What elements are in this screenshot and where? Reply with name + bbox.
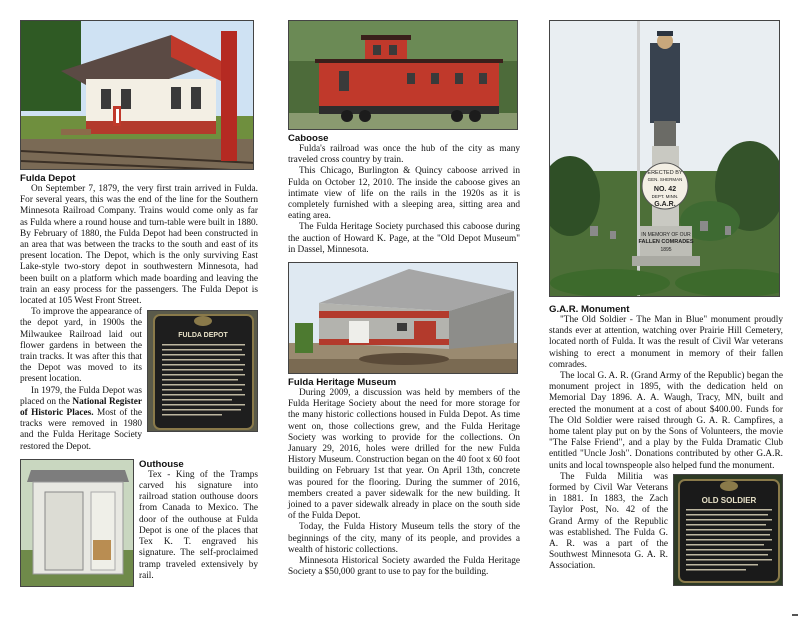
plaque-line-2: GEN. SHERMAN [647, 177, 683, 182]
gar-heading: G.A.R. Monument [549, 304, 630, 315]
gar-paragraph-1: "The Old Soldier - The Man in Blue" monument proudly stands ever at attention, watching over Prairie Hill Cemetery, located north of Fulda. It was the result of Civil War veterans wishing to erect a monument in memory of their fallen comrades. [549, 315, 783, 370]
page-edge-mark [792, 614, 798, 616]
monument-illustration [550, 21, 780, 297]
fulda-depot-photo [20, 20, 254, 170]
depot-paragraph-3-end: Most of the tracks were removed in 1980 and the Fulda Heritage Society restored the Depot. [20, 408, 142, 452]
base-line-1: IN MEMORY OF OUR [641, 232, 691, 238]
caboose-paragraph-2: This Chicago, Burlington & Quincy caboose arrived in Fulda on October 12, 2010. The inside the caboose gives an intimate view of life on the rails in the 1920s as it is completely furnished with a sleeping area, sitting area and eating area. [288, 166, 520, 222]
gar-monument-photo [549, 20, 780, 297]
base-line-2: FALLEN COMRADES [638, 239, 694, 245]
depot-paragraph-2: To improve the appearance of the depot yard, in 1900s the Milwaukee Railroad laid out flower gardens in between the train tracks. It was after this that the Depot was moved to its present location. [20, 307, 142, 385]
museum-illustration [289, 263, 518, 374]
museum-paragraph-1: During 2009, a discussion was held by members of the Fulda Heritage Society about the need for more storage for the many historic collections housed in Fulda Depot. As time went on, those collections grew, and the Fulda Heritage Society was working to provide for the collections. On January 29, 2016, holes were drilled for the new Fulda History Museum. Construction began on the 40 foot x 60 foot building on February 1st that year. On April 13th, concrete was poured for the flooring. During the summer of 2016, members created a paver sidewalk for the new building. It joined to a paver sidewalk already in place on the south side of the Fulda Depot. [288, 388, 520, 522]
caboose-paragraph-1: Fulda's railroad was once the hub of the city as many traveled cross country by train. [288, 144, 520, 166]
outhouse-heading: Outhouse [139, 458, 184, 470]
museum-heading: Fulda Heritage Museum [288, 377, 397, 389]
old-soldier-marker-illustration [674, 475, 783, 586]
plaque-line-4: DEPT. MINN. [651, 194, 679, 199]
outhouse-paragraph: Tex - King of the Tramps carved his signature into railroad station outhouse doors from Canada to Mexico. The door of the outhouse at Fulda Depot is one of the places that Tex K. T. engraved his signature. The self-proclaimed tramp traveled extensively by rail. [139, 469, 258, 581]
old-soldier-marker-photo [673, 474, 783, 586]
gar-paragraph-2: The local G. A. R. (Grand Army of the Republic) began the monument project in 1895, with the dedication held on Memorial Day 1896. A. A. Waugh, Tracy, MN, built and erected the monument at a cost of about $400.00. Funds for The Old Soldier were raised through G. A. R. Campfires, a home talent play put on by the Sons of Volunteers, the movie "The False Friend", and a play by the Fulda Dramatic Club entitled "Uncle Josh". Donations contributed by other G.A.R. units and local townspeople also helped fund the monument. [549, 371, 783, 471]
outhouse-illustration [21, 460, 134, 587]
column-right [549, 20, 783, 588]
caboose-illustration [289, 21, 518, 130]
gar-paragraph-3: The Fulda Militia was formed by Civil War Veterans in 1881. In 1883, the Zach Taylor Post, No. 42 of the Grand Army of the Republic was established. The Fulda G. A. R. was a part of the Southwest Minnesota G. A. R. Association. [549, 471, 668, 572]
column-left [20, 20, 258, 589]
fulda-depot-marker-photo [147, 310, 258, 432]
marker-title-text: FULDA DEPOT [178, 332, 228, 340]
museum-paragraph-3: Minnesota Historical Society awarded the Fulda Heritage Society a $50,000 grant to use to pay for the building. [288, 556, 520, 578]
base-line-3: 1895 [660, 247, 672, 253]
caboose-photo [288, 20, 518, 130]
museum-paragraph-2: Today, the Fulda History Museum tells the story of the beginnings of the city, many of its people, and provides a wealth of historic collections. [288, 522, 520, 555]
depot-illustration [21, 21, 254, 170]
column-middle [288, 20, 520, 578]
caboose-heading: Caboose [288, 133, 329, 144]
plaque-line-5: G.A.R. [654, 201, 676, 208]
old-soldier-title-text: OLD SOLDIER [701, 495, 757, 505]
heritage-museum-photo [288, 262, 518, 374]
caboose-paragraph-3: The Fulda Heritage Society purchased this caboose during the auction of Howard K. Page, at the "Old Depot Museum" in Dassel, Minnesota. [288, 222, 520, 255]
depot-paragraph-1: On September 7, 1879, the very first train arrived in Fulda. For several years, this was the end of the line for the Southern Minnesota Railroad Company. Trains would come only as far as Fulda where a round house and turn-table were built in 1880. By February of 1880, the Fulda Depot had been constructed in an area that was between the tracks to the south and east of its present location. The Depot, which is the only surviving East Lake-style two-story depot in southwestern Minnesota, had been built on a platform which made boarding and leaving the train an easy process for the passengers. The Fulda Depot is located at 105 West Front Street. [20, 184, 258, 307]
depot-paragraph-3-start: In 1979, the Fulda Depot was placed on the [20, 385, 142, 407]
outhouse-photo [20, 459, 134, 587]
depot-heading: Fulda Depot [20, 173, 76, 184]
national-register-text: National Register of Historic Places. [20, 396, 142, 419]
marker-illustration [148, 311, 258, 432]
plaque-line-1: ERECTED BY [647, 170, 683, 176]
plaque-line-3: NO. 42 [653, 186, 677, 193]
